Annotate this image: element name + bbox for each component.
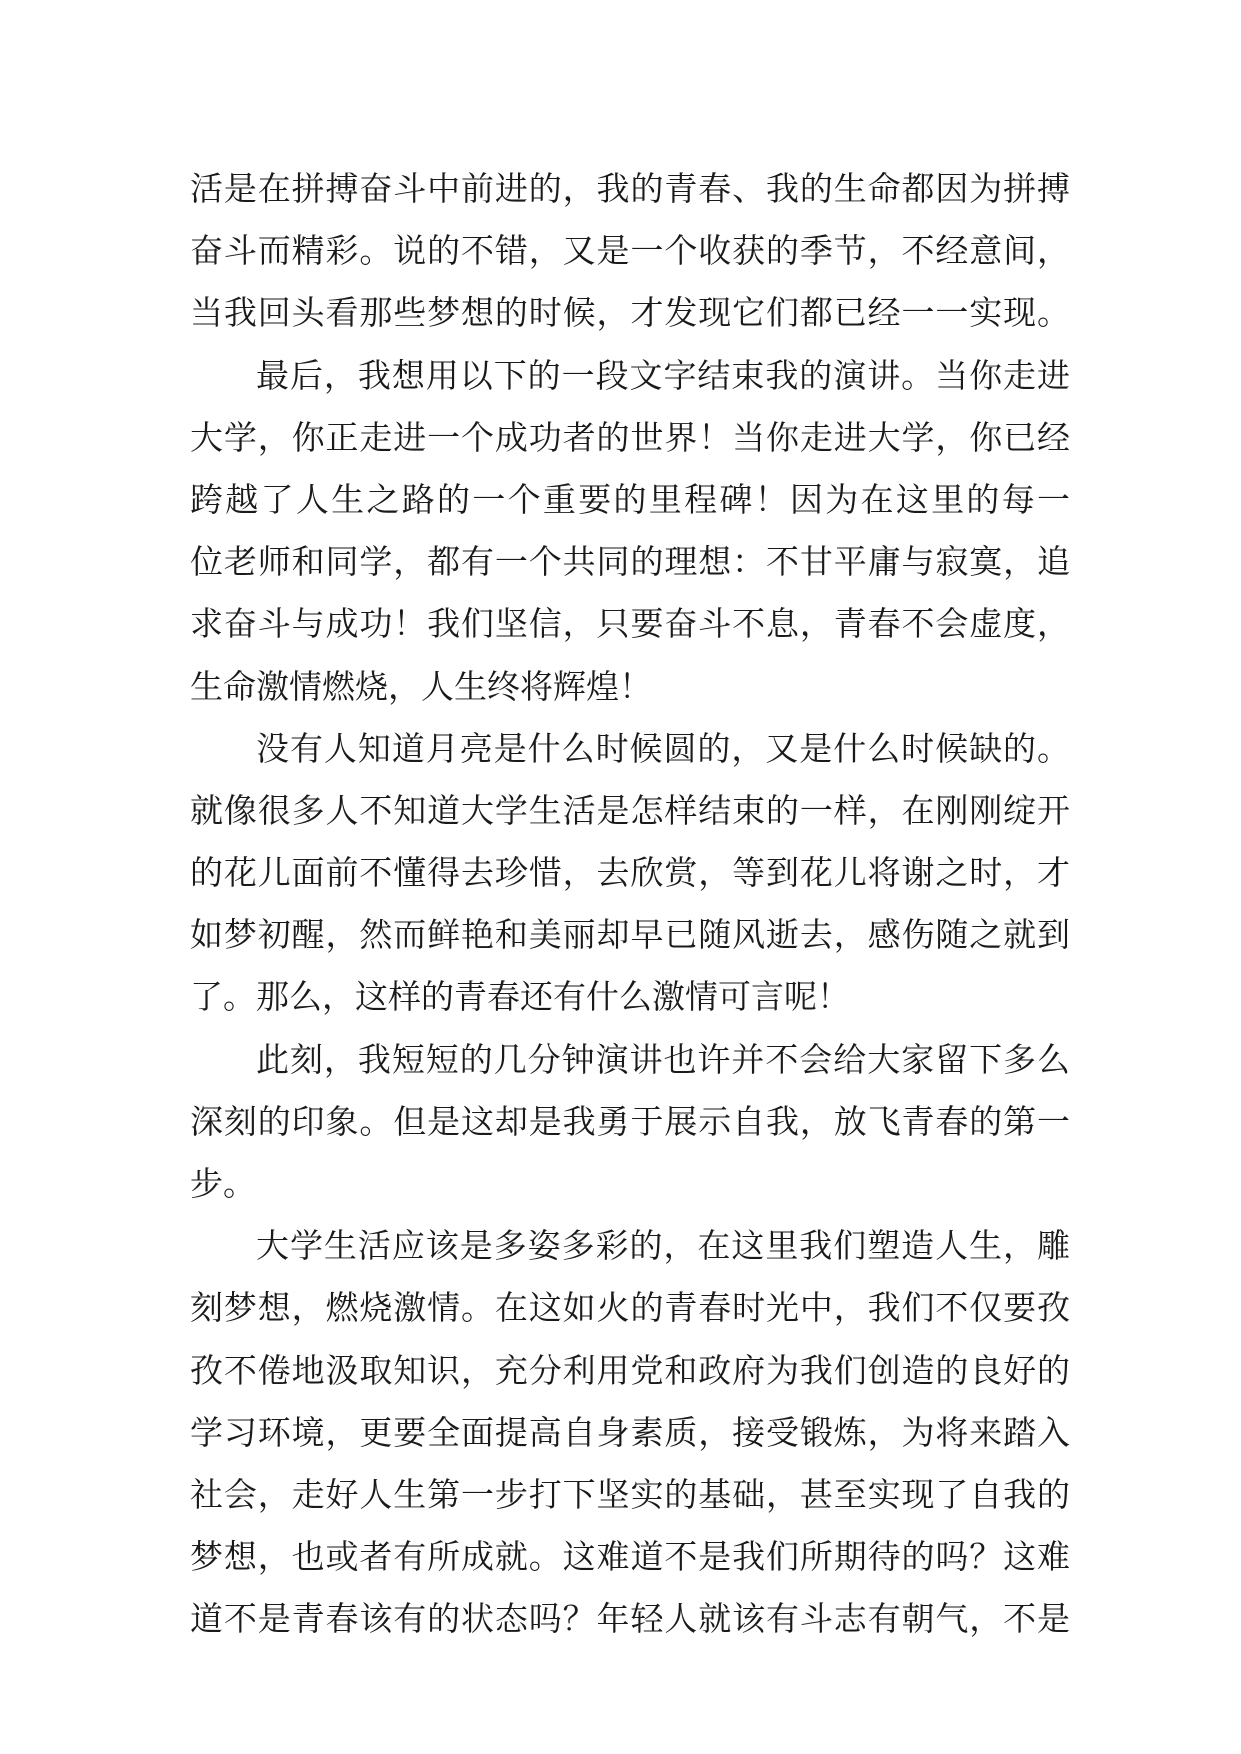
paragraph-last-line: 步。 <box>190 1164 256 1203</box>
text-line: 求奋斗与成功！我们坚信，只要奋斗不息，青春不会虚度， <box>190 604 1070 644</box>
paragraph-first-line: 大学生活应该是多姿多彩的，在这里我们塑造人生，雕 <box>256 1226 1070 1266</box>
text-line: 学习环境，更要全面提高自身素质，接受锻炼，为将来踏入 <box>190 1412 1070 1452</box>
text-line: 就像很多人不知道大学生活是怎样结束的一样，在刚刚绽开 <box>190 790 1070 830</box>
text-line: 孜不倦地汲取知识，充分利用党和政府为我们创造的良好的 <box>190 1350 1070 1390</box>
text-line: 社会，走好人生第一步打下坚实的基础，甚至实现了自我的 <box>190 1474 1070 1514</box>
text-line: 位老师和同学，都有一个共同的理想：不甘平庸与寂寞，追 <box>190 542 1070 582</box>
paragraph-first-line: 最后，我想用以下的一段文字结束我的演讲。当你走进 <box>256 355 1070 395</box>
paragraph-last-line: 了。那么，这样的青春还有什么激情可言呢！ <box>190 977 850 1017</box>
text-line: 梦想，也或者有所成就。这难道不是我们所期待的吗？这难 <box>190 1537 1070 1577</box>
text-line: 大学，你正走进一个成功者的世界！当你走进大学，你已经 <box>190 417 1070 457</box>
text-line: 当我回头看那些梦想的时候，才发现它们都已经一一实现。 <box>190 293 1070 333</box>
body-text <box>190 158 1070 1651</box>
text-line: 的花儿面前不懂得去珍惜，去欣赏，等到花儿将谢之时，才 <box>190 853 1070 893</box>
text-line: 深刻的印象。但是这却是我勇于展示自我，放飞青春的第一 <box>190 1101 1070 1141</box>
text-line: 道不是青春该有的状态吗？年轻人就该有斗志有朝气，不是 <box>190 1599 1070 1639</box>
paragraph-last-line: 生命激情燃烧，人生终将辉煌！ <box>190 666 652 706</box>
text-line: 刻梦想，燃烧激情。在这如火的青春时光中，我们不仅要孜 <box>190 1288 1070 1328</box>
paragraph-first-line: 没有人知道月亮是什么时候圆的，又是什么时候缺的。 <box>256 728 1070 768</box>
text-line: 跨越了人生之路的一个重要的里程碑！因为在这里的每一 <box>190 479 1070 519</box>
text-line: 活是在拼搏奋斗中前进的，我的青春、我的生命都因为拼搏 <box>190 169 1070 208</box>
text-line: 奋斗而精彩。说的不错，又是一个收获的季节，不经意间， <box>190 231 1070 271</box>
paragraph-first-line: 此刻，我短短的几分钟演讲也许并不会给大家留下多么 <box>256 1039 1070 1079</box>
text-line: 如梦初醒，然而鲜艳和美丽却早已随风逝去，感伤随之就到 <box>190 915 1070 955</box>
